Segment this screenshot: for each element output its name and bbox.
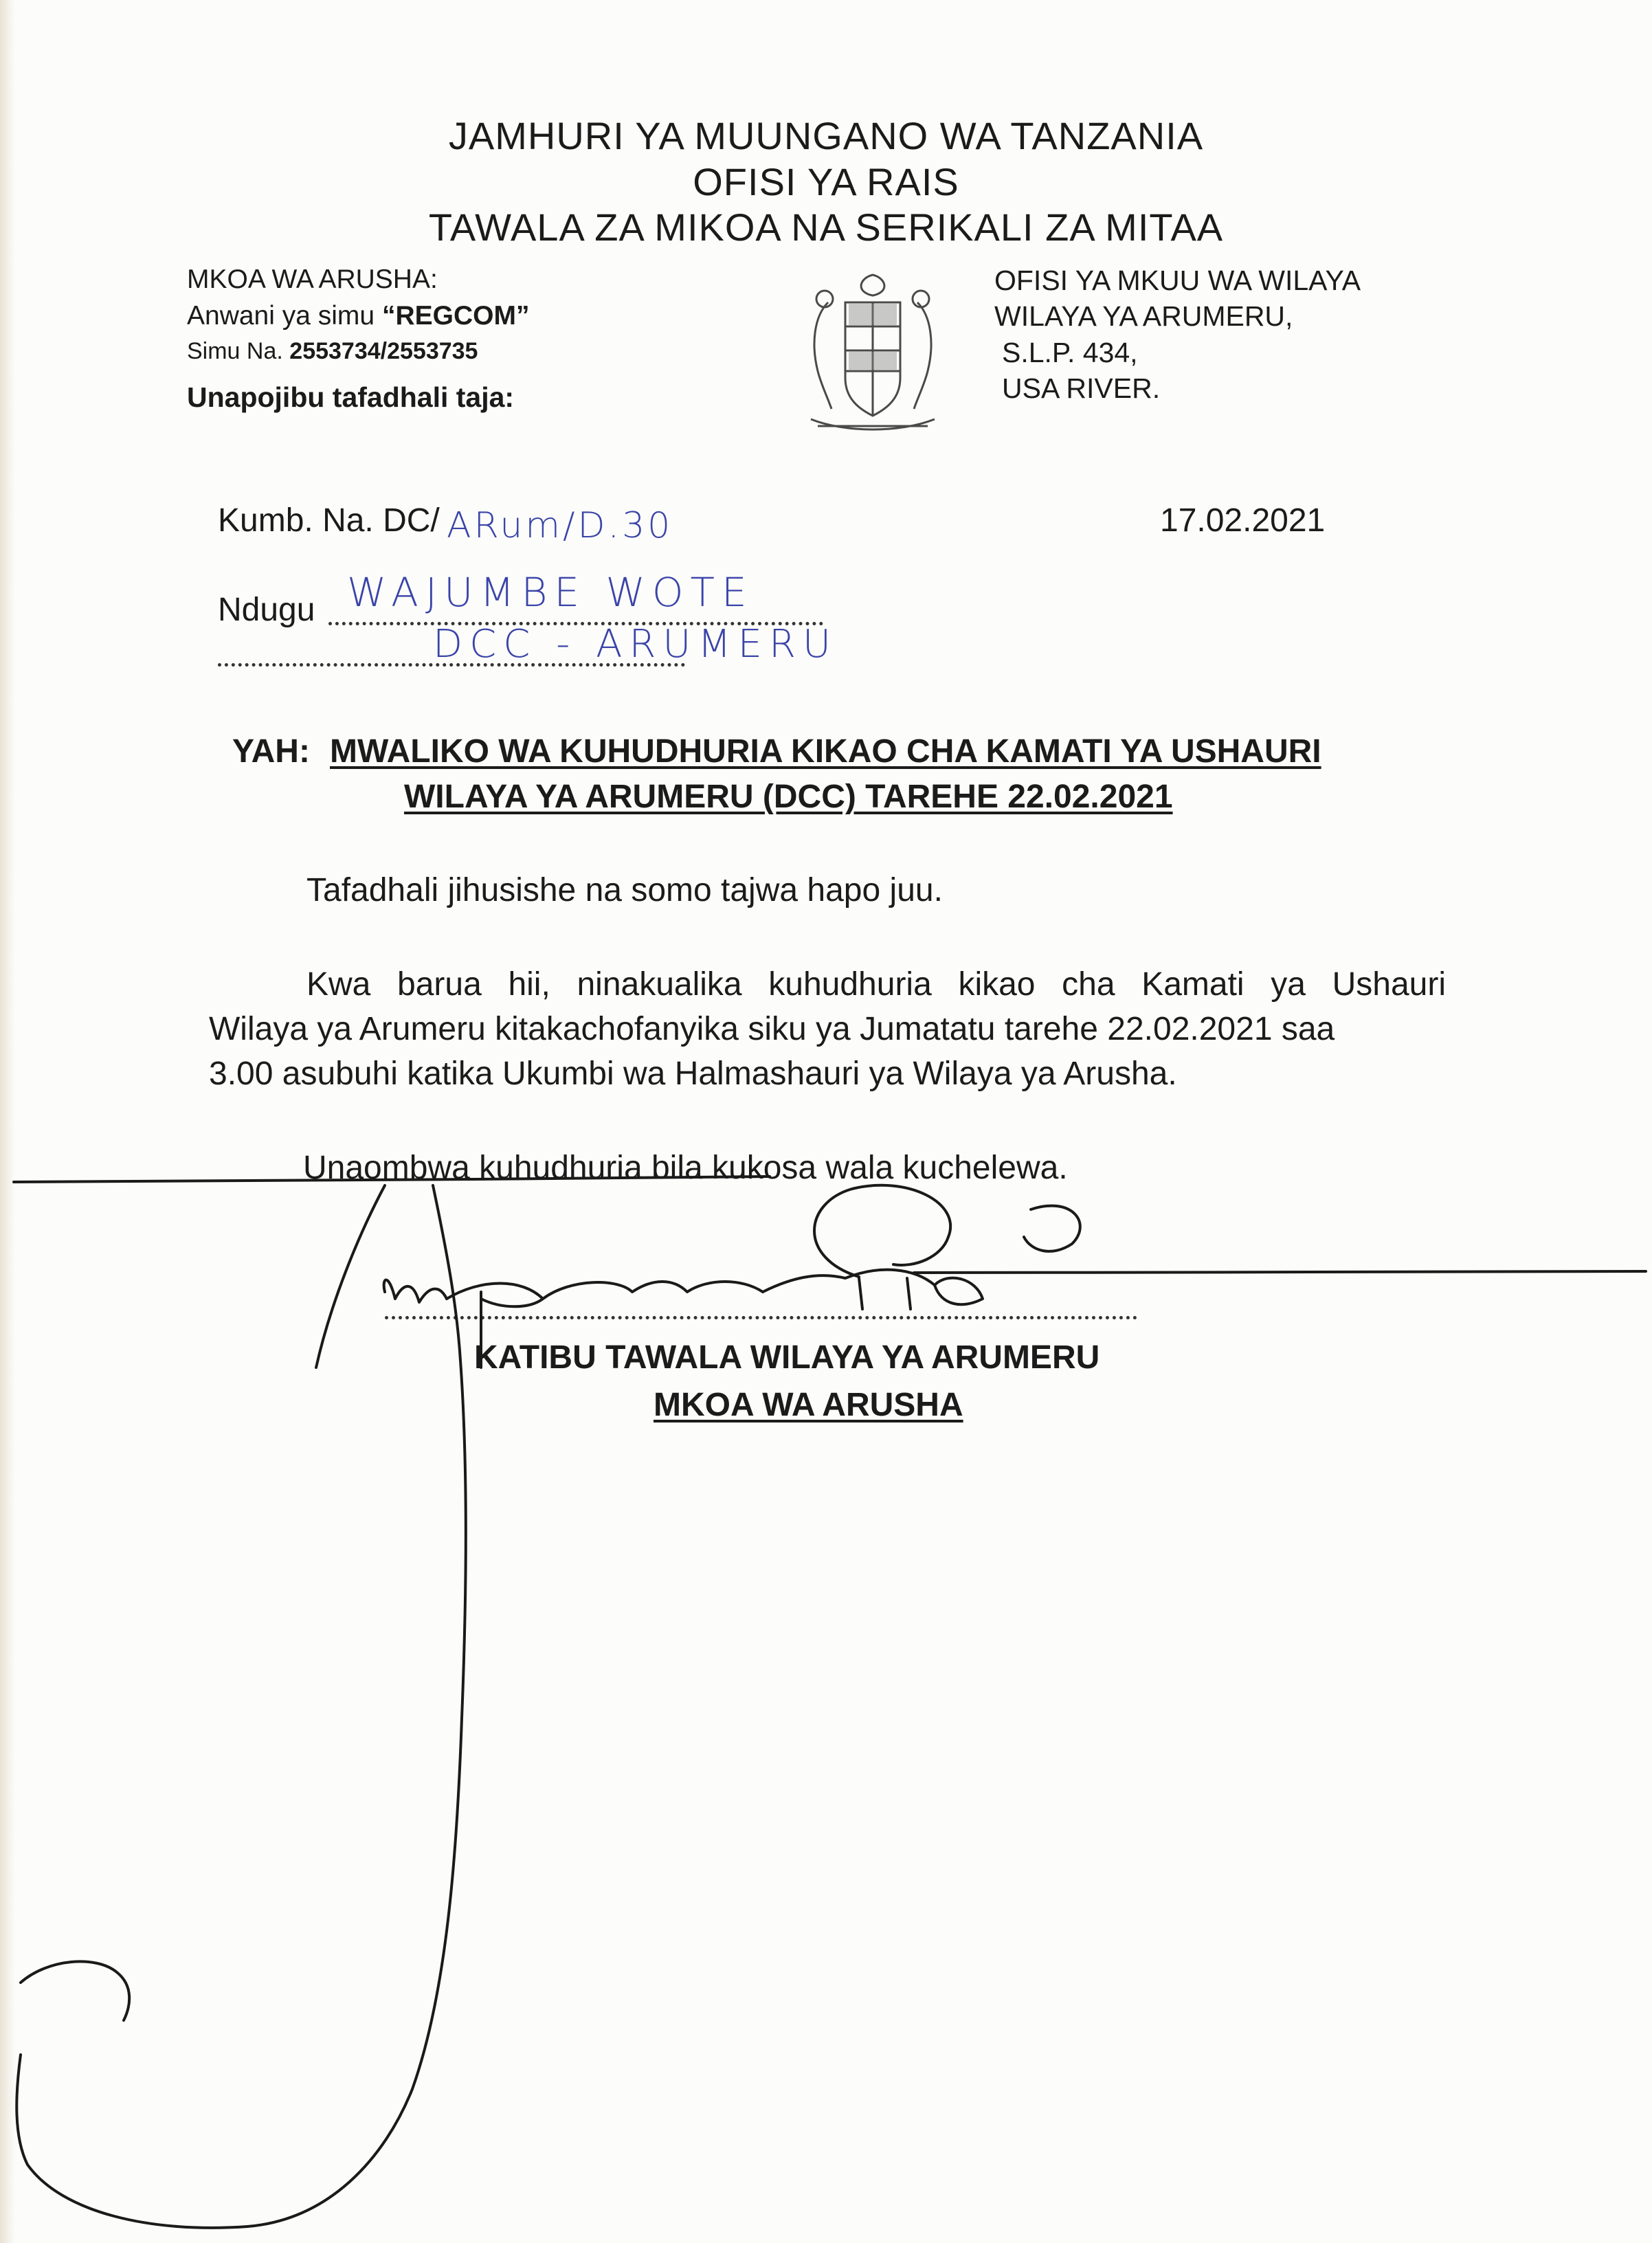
- region-label: MKOA WA ARUSHA:: [187, 265, 438, 294]
- reply-note: Unapojibu tafadhali taja:: [187, 381, 515, 413]
- office-line-4: USA RIVER.: [1002, 372, 1161, 404]
- subject-prefix: YAH:: [232, 733, 310, 770]
- addressee-handwritten-1: WAJUMBE WOTE: [347, 569, 754, 616]
- telegram-label: Anwani ya simu: [187, 301, 375, 331]
- office-line-1: OFISI YA MKUU WA WILAYA: [994, 265, 1361, 296]
- reference-label: Kumb. Na. DC/: [218, 502, 440, 539]
- reference-handwritten: ARum/D.30: [447, 505, 673, 546]
- office-line-3: S.L.P. 434,: [1002, 337, 1138, 368]
- body-paragraph-1: Tafadhali jihusishe na somo tajwa hapo juu.: [306, 872, 943, 908]
- telegram-value: “REGCOM”: [381, 301, 530, 331]
- addressee-handwritten-2: DCC - ARUMERU: [433, 622, 838, 667]
- phone-label: Simu Na.: [187, 338, 283, 364]
- header-line-3: TAWALA ZA MIKOA NA SERIKALI ZA MITAA: [428, 205, 1224, 249]
- letter-date: 17.02.2021: [1160, 502, 1326, 539]
- body-paragraph-2-line-3: 3.00 asubuhi katika Ukumbi wa Halmashauri ya Wilaya ya Arusha.: [209, 1056, 1177, 1092]
- header-line-1: JAMHURI YA MUUNGANO WA TANZANIA: [448, 114, 1204, 157]
- body-paragraph-2-line-1: Kwa barua hii, ninakualika kuhudhuria kikao cha Kamati ya Ushauri: [306, 966, 1446, 1003]
- subject-line-1: MWALIKO WA KUHUDHURIA KIKAO CHA KAMATI YA USHAURI: [330, 733, 1321, 770]
- signatory-title: KATIBU TAWALA WILAYA YA ARUMERU: [474, 1339, 1100, 1376]
- signatory-region: MKOA WA ARUSHA: [654, 1387, 963, 1423]
- addressee-label: Ndugu: [218, 592, 315, 628]
- subject-line-2: WILAYA YA ARUMERU (DCC) TAREHE 22.02.2021: [404, 779, 1173, 815]
- header-line-2: OFISI YA RAIS: [693, 160, 959, 203]
- body-paragraph-2-line-2: Wilaya ya Arumeru kitakachofanyika siku ya Jumatatu tarehe 22.02.2021 saa: [209, 1011, 1335, 1047]
- body-paragraph-3: Unaombwa kuhudhuria bila kukosa wala kuchelewa.: [303, 1150, 1068, 1186]
- office-line-2: WILAYA YA ARUMERU,: [994, 300, 1293, 332]
- phone-value: 2553734/2553735: [289, 338, 478, 364]
